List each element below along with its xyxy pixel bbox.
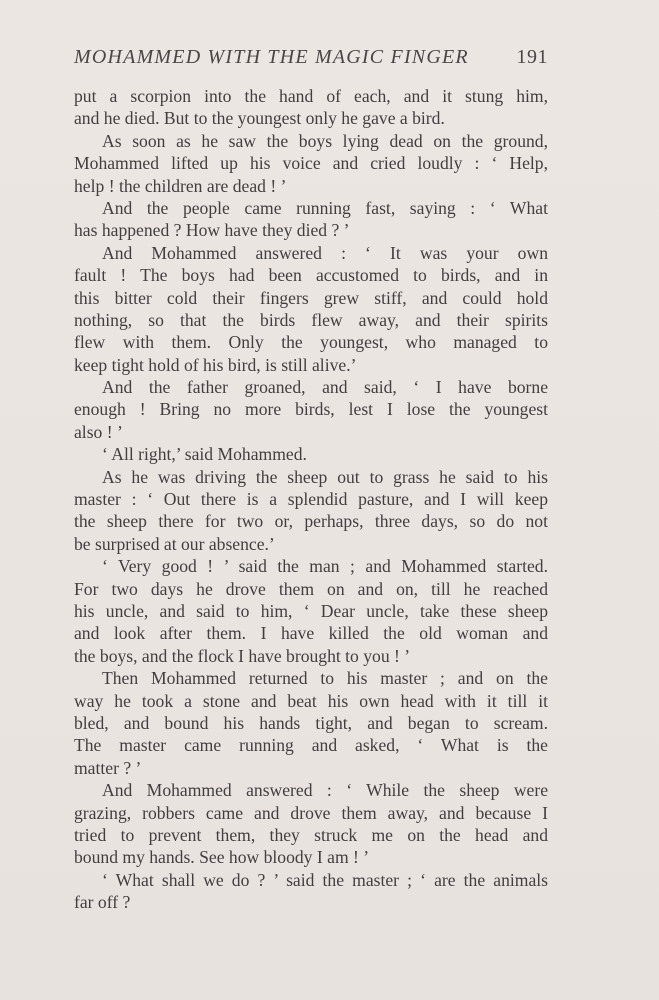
text-line: fault ! The boys had been accustomed to birds, and in <box>74 265 548 286</box>
text-line: matter ? ’ <box>74 757 142 778</box>
text-line: his uncle, and said to him, ‘ Dear uncle, take these sheep <box>74 600 548 621</box>
text-line: As he was driving the sheep out to grass he said to his <box>102 466 548 487</box>
text-line: flew with them. Only the youngest, who managed to <box>74 332 548 353</box>
text-line: and look after them. I have killed the old woman and <box>74 623 548 644</box>
text-line: Mohammed lifted up his voice and cried loudly : ‘ Help, <box>74 153 548 174</box>
text-line: far off ? <box>74 892 131 913</box>
text-line: way he took a stone and beat his own head with it till it <box>74 690 548 711</box>
text-line: bled, and bound his hands tight, and began to scream. <box>74 712 548 733</box>
text-line: and he died. But to the youngest only he gave a bird. <box>74 108 445 129</box>
text-line: ‘ What shall we do ? ’ said the master ; ‘ are the animals <box>102 869 548 890</box>
text-line: For two days he drove them on and on, till he reached <box>74 578 548 599</box>
text-line: And Mohammed answered : ‘ It was your own <box>102 242 548 263</box>
text-line: help ! the children are dead ! ’ <box>74 175 287 196</box>
text-line: the sheep there for two or, perhaps, three days, so do not <box>74 511 548 532</box>
text-line: also ! ’ <box>74 421 123 442</box>
running-title: MOHAMMED WITH THE MAGIC FINGER <box>74 46 469 68</box>
text-line: keep tight hold of his bird, is still alive.’ <box>74 354 357 375</box>
page-number: 191 <box>516 46 548 68</box>
text-line: be surprised at our absence.’ <box>74 533 275 554</box>
text-line: has happened ? How have they died ? ’ <box>74 220 350 241</box>
text-line: ‘ Very good ! ’ said the man ; and Mohammed started. <box>102 556 548 577</box>
text-line: this bitter cold their fingers grew stiff, and could hold <box>74 287 548 308</box>
text-line: And the father groaned, and said, ‘ I have borne <box>102 377 548 398</box>
text-line: The master came running and asked, ‘ What is the <box>74 735 548 756</box>
text-line: Then Mohammed returned to his master ; and on the <box>102 668 548 689</box>
text-line: And the people came running fast, saying : ‘ What <box>102 197 548 218</box>
page-header <box>74 46 548 74</box>
text-line: enough ! Bring no more birds, lest I lose the youngest <box>74 399 548 420</box>
text-line: grazing, robbers came and drove them away, and because I <box>74 802 548 823</box>
text-line: And Mohammed answered : ‘ While the sheep were <box>102 780 548 801</box>
text-line: ‘ All right,’ said Mohammed. <box>102 444 307 465</box>
text-line: bound my hands. See how bloody I am ! ’ <box>74 847 370 868</box>
text-line: put a scorpion into the hand of each, and it stung him, <box>74 86 548 106</box>
text-line: nothing, so that the birds flew away, and their spirits <box>74 309 548 330</box>
body-text <box>74 85 548 913</box>
text-line: tried to prevent them, they struck me on the head and <box>74 824 548 845</box>
text-line: As soon as he saw the boys lying dead on the ground, <box>102 130 548 151</box>
text-line: master : ‘ Out there is a splendid pasture, and I will keep <box>74 489 548 510</box>
text-line: the boys, and the flock I have brought to you ! ’ <box>74 645 411 666</box>
